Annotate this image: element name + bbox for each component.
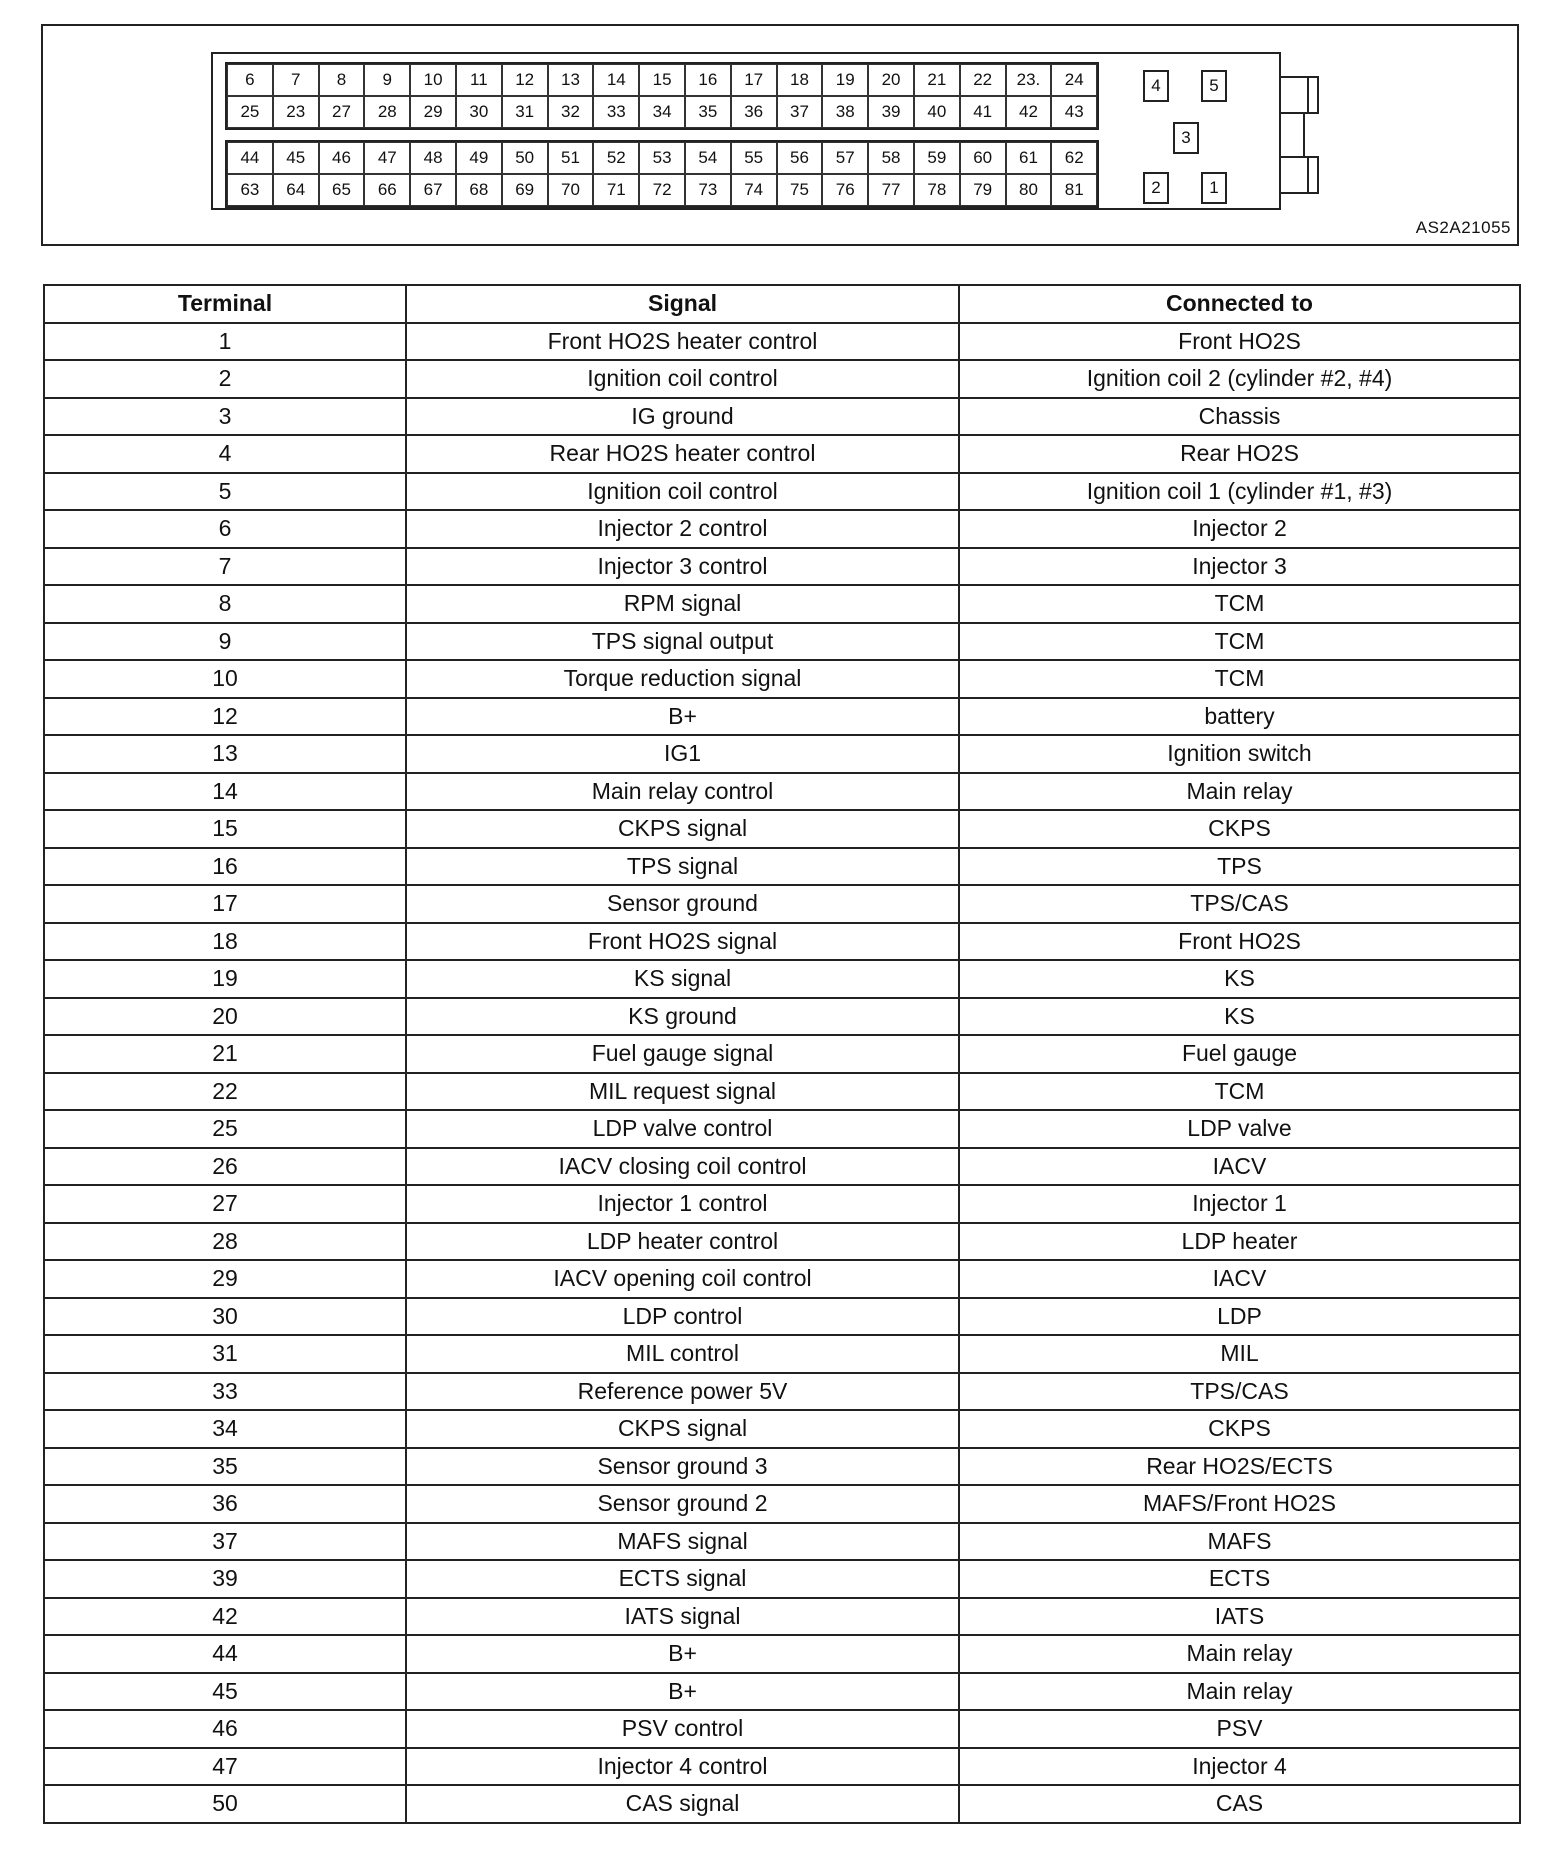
connected-to-cell: Ignition coil 2 (cylinder #2, #4) [959, 360, 1520, 398]
large-pin: 2 [1143, 172, 1169, 204]
pin-cell: 78 [914, 174, 960, 206]
pin-cell: 21 [914, 64, 960, 96]
pin-cell: 57 [822, 142, 868, 174]
connected-to-cell: Ignition switch [959, 735, 1520, 773]
table-row [44, 1148, 1520, 1186]
pin-cell: 60 [960, 142, 1006, 174]
connected-to-cell: TPS [959, 848, 1520, 886]
signal-cell: LDP control [406, 1298, 959, 1336]
pin-cell: 22 [960, 64, 1006, 96]
signal-cell: B+ [406, 1635, 959, 1673]
connected-to-cell: Injector 2 [959, 510, 1520, 548]
signal-cell: CAS signal [406, 1785, 959, 1823]
connected-to-cell: LDP heater [959, 1223, 1520, 1261]
terminal-cell: 33 [44, 1373, 406, 1411]
signal-cell: LDP heater control [406, 1223, 959, 1261]
table-header-row [44, 285, 1520, 323]
pin-cell: 79 [960, 174, 1006, 206]
pin-cell: 43 [1051, 96, 1097, 128]
terminal-cell: 2 [44, 360, 406, 398]
signal-cell: IG1 [406, 735, 959, 773]
terminal-cell: 16 [44, 848, 406, 886]
pin-cell: 12 [502, 64, 548, 96]
pin-cell: 65 [319, 174, 365, 206]
connected-to-cell: Rear HO2S/ECTS [959, 1448, 1520, 1486]
signal-cell: IACV closing coil control [406, 1148, 959, 1186]
terminal-cell: 25 [44, 1110, 406, 1148]
pin-cell: 6 [227, 64, 273, 96]
terminal-cell: 18 [44, 923, 406, 961]
pin-cell: 80 [1006, 174, 1052, 206]
signal-cell: KS signal [406, 960, 959, 998]
pin-cell: 66 [364, 174, 410, 206]
table-row [44, 1748, 1520, 1786]
connected-to-cell: Chassis [959, 398, 1520, 436]
pin-block-bottom [225, 140, 1099, 208]
pin-cell: 45 [273, 142, 319, 174]
table-row [44, 698, 1520, 736]
connector-diagram [41, 24, 1519, 246]
pin-cell: 19 [822, 64, 868, 96]
signal-cell: TPS signal output [406, 623, 959, 661]
pin-cell: 10 [410, 64, 456, 96]
signal-cell: Sensor ground 2 [406, 1485, 959, 1523]
signal-cell: Sensor ground 3 [406, 1448, 959, 1486]
pin-cell: 25 [227, 96, 273, 128]
signal-cell: KS ground [406, 998, 959, 1036]
table-row [44, 1073, 1520, 1111]
connector-latch [1279, 76, 1309, 114]
connected-to-cell: TCM [959, 623, 1520, 661]
terminal-cell: 28 [44, 1223, 406, 1261]
connected-to-cell: CKPS [959, 1410, 1520, 1448]
pin-cell: 44 [227, 142, 273, 174]
pin-cell: 38 [822, 96, 868, 128]
table-row [44, 1673, 1520, 1711]
table-row [44, 585, 1520, 623]
connected-to-cell: Injector 3 [959, 548, 1520, 586]
terminal-cell: 21 [44, 1035, 406, 1073]
terminal-cell: 6 [44, 510, 406, 548]
pin-cell: 69 [502, 174, 548, 206]
pin-cell: 17 [731, 64, 777, 96]
pin-cell: 76 [822, 174, 868, 206]
table-row [44, 1223, 1520, 1261]
table-row [44, 623, 1520, 661]
pin-cell: 54 [685, 142, 731, 174]
connected-to-cell: KS [959, 960, 1520, 998]
signal-cell: IG ground [406, 398, 959, 436]
terminal-cell: 9 [44, 623, 406, 661]
signal-cell: TPS signal [406, 848, 959, 886]
terminal-cell: 20 [44, 998, 406, 1036]
pin-cell: 30 [456, 96, 502, 128]
large-pin: 1 [1201, 172, 1227, 204]
connected-to-cell: battery [959, 698, 1520, 736]
pin-cell: 34 [639, 96, 685, 128]
signal-cell: Torque reduction signal [406, 660, 959, 698]
signal-cell: IACV opening coil control [406, 1260, 959, 1298]
terminal-cell: 8 [44, 585, 406, 623]
pin-cell: 40 [914, 96, 960, 128]
signal-cell: Sensor ground [406, 885, 959, 923]
terminal-cell: 36 [44, 1485, 406, 1523]
table-row [44, 923, 1520, 961]
connector-latch-tab [1307, 76, 1319, 114]
signal-cell: RPM signal [406, 585, 959, 623]
table-row [44, 1485, 1520, 1523]
terminal-cell: 30 [44, 1298, 406, 1336]
connected-to-cell: TCM [959, 1073, 1520, 1111]
pin-cell: 56 [777, 142, 823, 174]
connector-latch-tab [1307, 156, 1319, 194]
signal-cell: Reference power 5V [406, 1373, 959, 1411]
pin-cell: 24 [1051, 64, 1097, 96]
table-row [44, 735, 1520, 773]
pin-cell: 20 [868, 64, 914, 96]
connected-to-cell: TCM [959, 660, 1520, 698]
table-row [44, 848, 1520, 886]
connector-latch [1279, 156, 1309, 194]
signal-cell: Injector 2 control [406, 510, 959, 548]
header-connected-to: Connected to [959, 285, 1520, 323]
signal-cell: MIL control [406, 1335, 959, 1373]
table-row [44, 885, 1520, 923]
terminal-cell: 4 [44, 435, 406, 473]
pin-cell: 36 [731, 96, 777, 128]
connected-to-cell: CKPS [959, 810, 1520, 848]
table-row [44, 1260, 1520, 1298]
pin-cell: 27 [319, 96, 365, 128]
terminal-cell: 13 [44, 735, 406, 773]
table-row [44, 1635, 1520, 1673]
terminal-cell: 42 [44, 1598, 406, 1636]
terminal-table [43, 284, 1521, 1824]
figure-code: AS2A21055 [1415, 218, 1511, 237]
table-row [44, 473, 1520, 511]
terminal-cell: 37 [44, 1523, 406, 1561]
connected-to-cell: TPS/CAS [959, 1373, 1520, 1411]
signal-cell: Main relay control [406, 773, 959, 811]
connected-to-cell: Rear HO2S [959, 435, 1520, 473]
terminal-cell: 34 [44, 1410, 406, 1448]
connected-to-cell: MAFS/Front HO2S [959, 1485, 1520, 1523]
terminal-cell: 10 [44, 660, 406, 698]
signal-cell: CKPS signal [406, 1410, 959, 1448]
terminal-cell: 15 [44, 810, 406, 848]
connected-to-cell: MAFS [959, 1523, 1520, 1561]
connected-to-cell: IACV [959, 1260, 1520, 1298]
header-terminal: Terminal [44, 285, 406, 323]
table-row [44, 1410, 1520, 1448]
table-row [44, 360, 1520, 398]
terminal-cell: 17 [44, 885, 406, 923]
pin-cell: 37 [777, 96, 823, 128]
pin-cell: 29 [410, 96, 456, 128]
pin-block-top [225, 62, 1099, 130]
terminal-cell: 5 [44, 473, 406, 511]
terminal-cell: 44 [44, 1635, 406, 1673]
latch-bar [1303, 112, 1305, 158]
pin-cell: 32 [548, 96, 594, 128]
terminal-cell: 1 [44, 323, 406, 361]
signal-cell: LDP valve control [406, 1110, 959, 1148]
table-row [44, 398, 1520, 436]
pin-cell: 72 [639, 174, 685, 206]
terminal-cell: 14 [44, 773, 406, 811]
signal-cell: CKPS signal [406, 810, 959, 848]
connected-to-cell: TCM [959, 585, 1520, 623]
table-row [44, 548, 1520, 586]
connected-to-cell: Front HO2S [959, 323, 1520, 361]
pin-cell: 35 [685, 96, 731, 128]
table-row [44, 810, 1520, 848]
signal-cell: Rear HO2S heater control [406, 435, 959, 473]
table-row [44, 1035, 1520, 1073]
terminal-cell: 3 [44, 398, 406, 436]
pin-cell: 67 [410, 174, 456, 206]
table-row [44, 1335, 1520, 1373]
table-row [44, 660, 1520, 698]
table-row [44, 510, 1520, 548]
signal-cell: IATS signal [406, 1598, 959, 1636]
pin-cell: 58 [868, 142, 914, 174]
pin-cell: 77 [868, 174, 914, 206]
pin-cell: 62 [1051, 142, 1097, 174]
table-row [44, 1598, 1520, 1636]
pin-cell: 13 [548, 64, 594, 96]
terminal-cell: 35 [44, 1448, 406, 1486]
connected-to-cell: IATS [959, 1598, 1520, 1636]
signal-cell: Fuel gauge signal [406, 1035, 959, 1073]
pin-cell: 53 [639, 142, 685, 174]
pin-cell: 47 [364, 142, 410, 174]
header-signal: Signal [406, 285, 959, 323]
pin-cell: 48 [410, 142, 456, 174]
pin-cell: 51 [548, 142, 594, 174]
pin-cell: 18 [777, 64, 823, 96]
connected-to-cell: CAS [959, 1785, 1520, 1823]
signal-cell: Ignition coil control [406, 473, 959, 511]
table-row [44, 1523, 1520, 1561]
terminal-cell: 7 [44, 548, 406, 586]
signal-cell: ECTS signal [406, 1560, 959, 1598]
large-pin: 4 [1143, 70, 1169, 102]
connector-housing [211, 52, 1281, 210]
table-row [44, 1110, 1520, 1148]
connected-to-cell: Main relay [959, 1673, 1520, 1711]
terminal-cell: 45 [44, 1673, 406, 1711]
signal-cell: Injector 3 control [406, 548, 959, 586]
signal-cell: Ignition coil control [406, 360, 959, 398]
signal-cell: B+ [406, 698, 959, 736]
pin-cell: 74 [731, 174, 777, 206]
pin-cell: 64 [273, 174, 319, 206]
signal-cell: Injector 4 control [406, 1748, 959, 1786]
signal-cell: MAFS signal [406, 1523, 959, 1561]
connected-to-cell: PSV [959, 1710, 1520, 1748]
signal-cell: Front HO2S heater control [406, 323, 959, 361]
pin-cell: 11 [456, 64, 502, 96]
table-row [44, 1785, 1520, 1823]
signal-cell: PSV control [406, 1710, 959, 1748]
connected-to-cell: LDP [959, 1298, 1520, 1336]
signal-cell: Injector 1 control [406, 1185, 959, 1223]
pin-cell: 49 [456, 142, 502, 174]
pin-cell: 15 [639, 64, 685, 96]
terminal-cell: 26 [44, 1148, 406, 1186]
terminal-cell: 19 [44, 960, 406, 998]
connected-to-cell: Injector 1 [959, 1185, 1520, 1223]
pin-cell: 73 [685, 174, 731, 206]
pin-cell: 46 [319, 142, 365, 174]
pin-cell: 31 [502, 96, 548, 128]
pin-cell: 61 [1006, 142, 1052, 174]
terminal-cell: 39 [44, 1560, 406, 1598]
table-row [44, 1185, 1520, 1223]
table-row [44, 1298, 1520, 1336]
connected-to-cell: ECTS [959, 1560, 1520, 1598]
pin-cell: 7 [273, 64, 319, 96]
pin-cell: 16 [685, 64, 731, 96]
terminal-cell: 47 [44, 1748, 406, 1786]
pin-cell: 59 [914, 142, 960, 174]
pin-cell: 50 [502, 142, 548, 174]
pin-cell: 42 [1006, 96, 1052, 128]
table-row [44, 435, 1520, 473]
large-pin: 3 [1173, 122, 1199, 154]
connected-to-cell: MIL [959, 1335, 1520, 1373]
pin-cell: 9 [364, 64, 410, 96]
terminal-cell: 46 [44, 1710, 406, 1748]
pin-cell: 28 [364, 96, 410, 128]
table-row [44, 323, 1520, 361]
connected-to-cell: LDP valve [959, 1110, 1520, 1148]
table-row [44, 1373, 1520, 1411]
table-row [44, 960, 1520, 998]
connected-to-cell: Injector 4 [959, 1748, 1520, 1786]
terminal-cell: 12 [44, 698, 406, 736]
connected-to-cell: Main relay [959, 1635, 1520, 1673]
pin-cell: 75 [777, 174, 823, 206]
large-pin: 5 [1201, 70, 1227, 102]
connected-to-cell: Main relay [959, 773, 1520, 811]
terminal-cell: 50 [44, 1785, 406, 1823]
pin-cell: 68 [456, 174, 502, 206]
table-row [44, 1710, 1520, 1748]
terminal-cell: 27 [44, 1185, 406, 1223]
pin-cell: 33 [593, 96, 639, 128]
terminal-cell: 22 [44, 1073, 406, 1111]
signal-cell: Front HO2S signal [406, 923, 959, 961]
connected-to-cell: IACV [959, 1148, 1520, 1186]
pin-cell: 81 [1051, 174, 1097, 206]
connected-to-cell: Ignition coil 1 (cylinder #1, #3) [959, 473, 1520, 511]
signal-cell: B+ [406, 1673, 959, 1711]
pin-cell: 23. [1006, 64, 1052, 96]
connected-to-cell: TPS/CAS [959, 885, 1520, 923]
pin-cell: 8 [319, 64, 365, 96]
connected-to-cell: KS [959, 998, 1520, 1036]
pin-cell: 55 [731, 142, 777, 174]
pin-cell: 39 [868, 96, 914, 128]
table-row [44, 1560, 1520, 1598]
signal-cell: MIL request signal [406, 1073, 959, 1111]
connected-to-cell: Front HO2S [959, 923, 1520, 961]
pin-cell: 70 [548, 174, 594, 206]
connected-to-cell: Fuel gauge [959, 1035, 1520, 1073]
terminal-cell: 29 [44, 1260, 406, 1298]
pin-cell: 52 [593, 142, 639, 174]
table-row [44, 1448, 1520, 1486]
pin-cell: 63 [227, 174, 273, 206]
table-row [44, 998, 1520, 1036]
terminal-cell: 31 [44, 1335, 406, 1373]
pin-cell: 41 [960, 96, 1006, 128]
table-row [44, 773, 1520, 811]
pin-cell: 14 [593, 64, 639, 96]
pin-cell: 71 [593, 174, 639, 206]
pin-cell: 23 [273, 96, 319, 128]
